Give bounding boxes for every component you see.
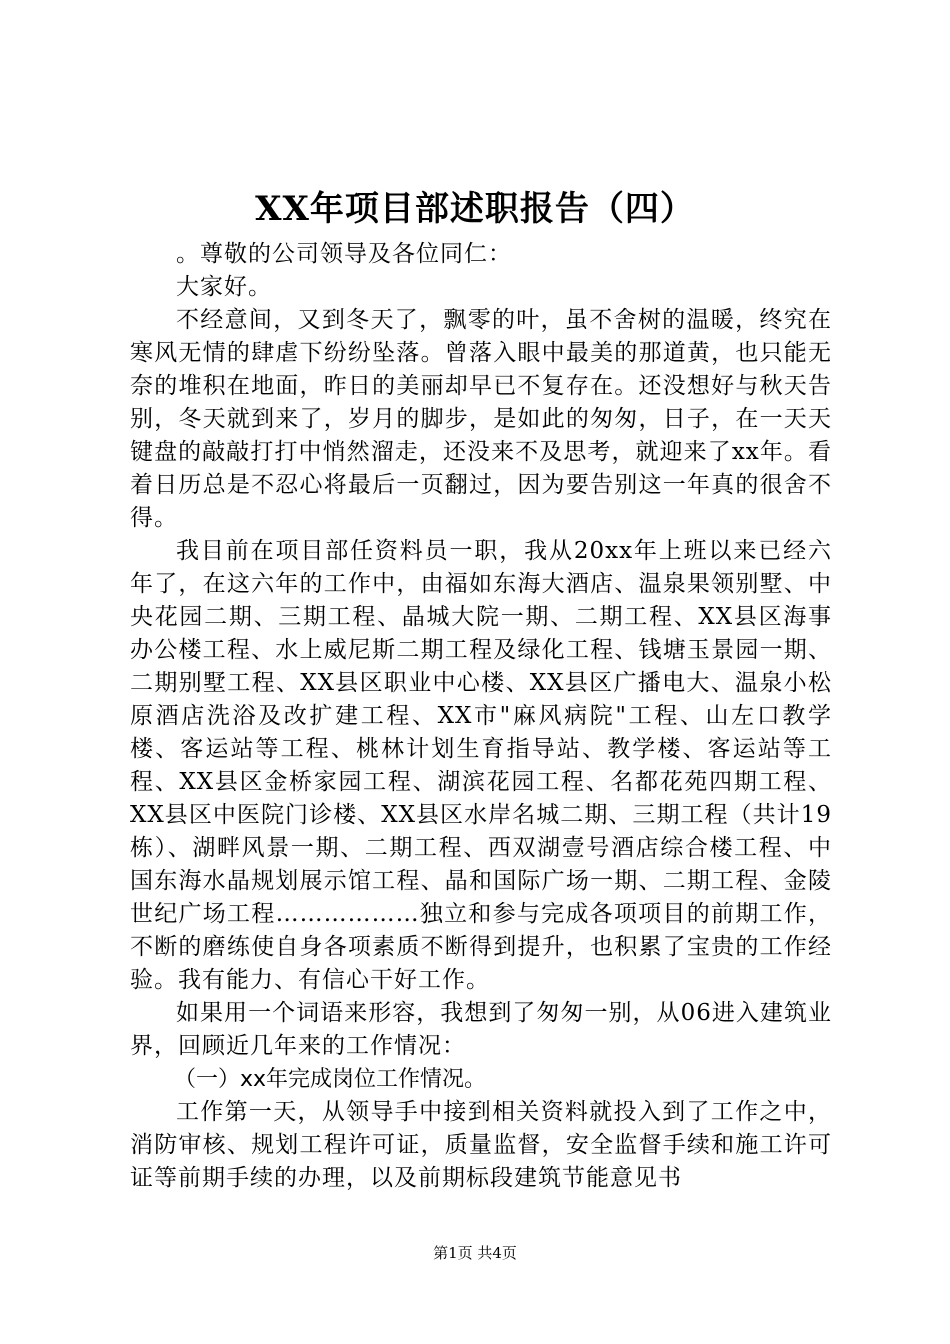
salutation: 。尊敬的公司领导及各位同仁： — [176, 241, 512, 267]
paragraph-work: 工作第一天，从领导手中接到相关资料就投入到了工作之中，消防审核、规划工程许可证，质量监督，安全监督手续和施工许可证等前期手续的办理，以及前期标段建筑节能意见书 — [130, 1099, 832, 1191]
paragraph-review: 如果用一个词语来形容，我想到了匆匆一别，从06进入建筑业界，回顾近几年来的工作情况： — [130, 1000, 832, 1059]
document-title: XX年项目部述职报告（四） — [255, 189, 695, 229]
paragraph-intro: 不经意间，又到冬天了，飘零的叶，虽不舍树的温暖，终究在寒风无情的肆虐下纷纷坠落。曾落入眼中最美的那道黄，也只能无奈的堆积在地面，昨日的美丽却早已不复存在。还没想好与秋天告别，冬天就到来了，岁月的脚步，是如此的匆匆，日子，在一天天键盘的敲敲打打中悄然溜走，还没来不及思考，就迎来了xx年。看着日历总是不忍心将最后一页翻过，因为要告别这一年真的很舍不得。 — [130, 307, 832, 531]
greeting: 大家好。 — [176, 274, 272, 300]
document-body — [130, 238, 832, 1195]
page-footer: 第1页 共4页 — [433, 1244, 517, 1262]
section-heading: （一）xx年完成岗位工作情况。 — [174, 1067, 487, 1092]
paragraph-experience: 我目前在项目部任资料员一职，我从20xx年上班以来已经六年了，在这六年的工作中，由福如东海大酒店、温泉果领别墅、中央花园二期、三期工程、晶城大院一期、二期工程、XX县区海事办公楼工程、水上威尼斯二期工程及绿化工程、钱塘玉景园一期、二期别墅工程、XX县区职业中心楼、XX县区广播电大、温泉小松原酒店洗浴及改扩建工程、XX市"麻风病院"工程、山左口教学楼、客运站等工程、桃林计划生育指导站、教学楼、客运站等工程、XX县区金桥家园工程、湖滨花园工程、名都花苑四期工程、XX县区中医院门诊楼、XX县区水岸名城二期、三期工程（共计19栋）、湖畔风景一期、二期工程、西双湖壹号酒店综合楼工程、中国东海水晶规划展示馆工程、晶和国际广场一期、二期工程、金陵世纪广场工程………………独立和参与完成各项项目的前期工作，不断的磨练使自身各项素质不断得到提升，也积累了宝贵的工作经验。我有能力、有信心干好工作。 — [130, 538, 832, 993]
